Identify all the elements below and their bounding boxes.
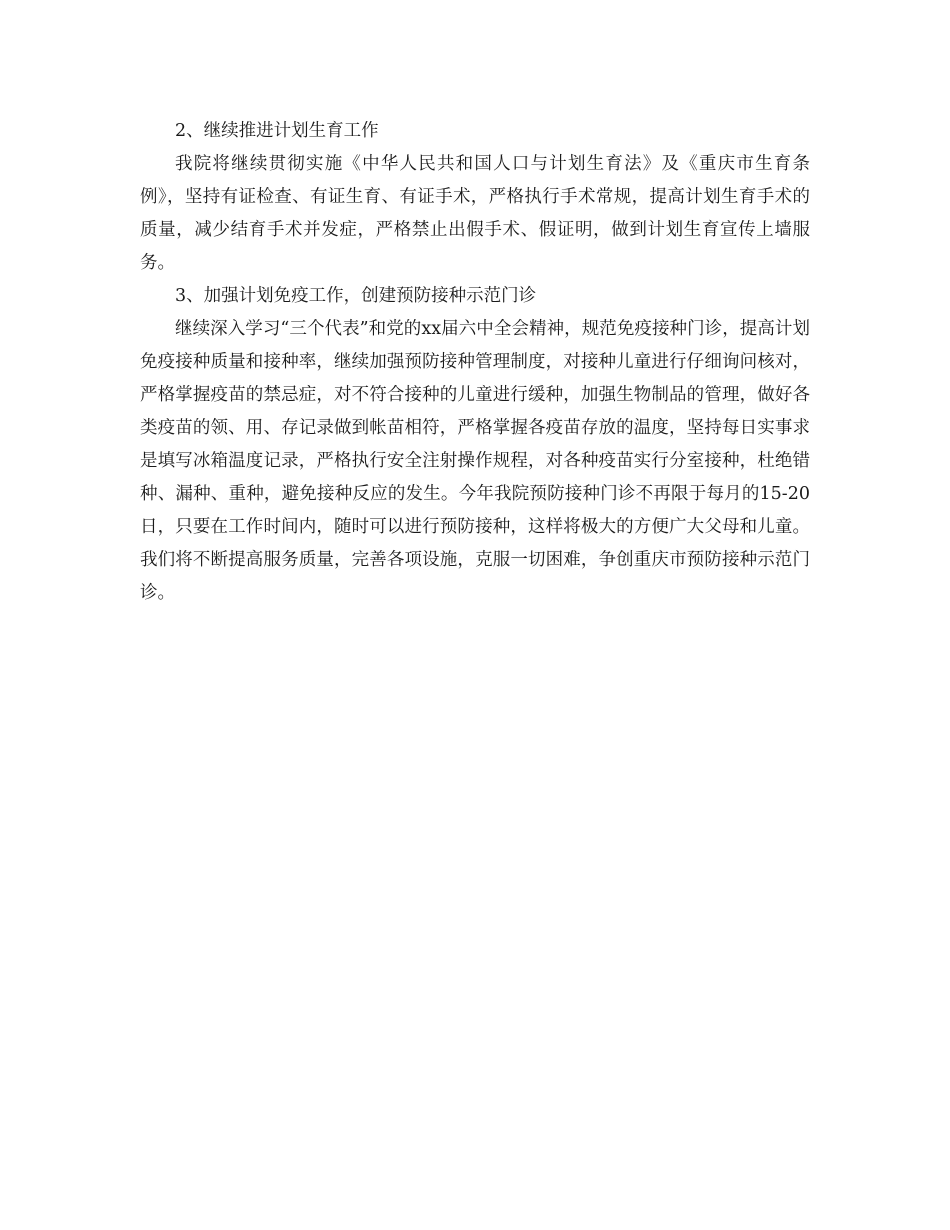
section-paragraph-immunization: 继续深入学习“三个代表”和党的xx届六中全会精神，规范免疫接种门诊，提高计划免疫接种质量和接种率，继续加强预防接种管理制度，对接种儿童进行仔细询问核对，严格掌握疫苗的禁忌症，对不符合接种的儿童进行缓种，加强生物制品的管理，做好各类疫苗的领、用、存记录做到帐苗相符，严格掌握各疫苗存放的温度，坚持每日实事求是填写冰箱温度记录，严格执行安全注射操作规程，对各种疫苗实行分室接种，杜绝错种、漏种、重种，避免接种反应的发生。今年我院预防接种门诊不再限于每月的15-20日，只要在工作时间内，随时可以进行预防接种，这样将极大的方便广大父母和儿童。我们将不断提高服务质量，完善各项设施，克服一切困难，争创重庆市预防接种示范门诊。 xyxy=(140,319,810,603)
section-paragraph-family-planning: 我院将继续贯彻实施《中华人民共和国人口与计划生育法》及《重庆市生育条例》，坚持有证检查、有证生育、有证手术，严格执行手术常规，提高计划生育手术的质量，减少结育手术并发症，严格禁止出假手术、假证明，做到计划生育宣传上墙服务。 xyxy=(140,154,810,273)
document-body xyxy=(140,115,810,610)
section-heading-family-planning: 2、继续推进计划生育工作 xyxy=(175,121,379,141)
section-heading-immunization: 3、加强计划免疫工作，创建预防接种示范门诊 xyxy=(175,286,537,306)
